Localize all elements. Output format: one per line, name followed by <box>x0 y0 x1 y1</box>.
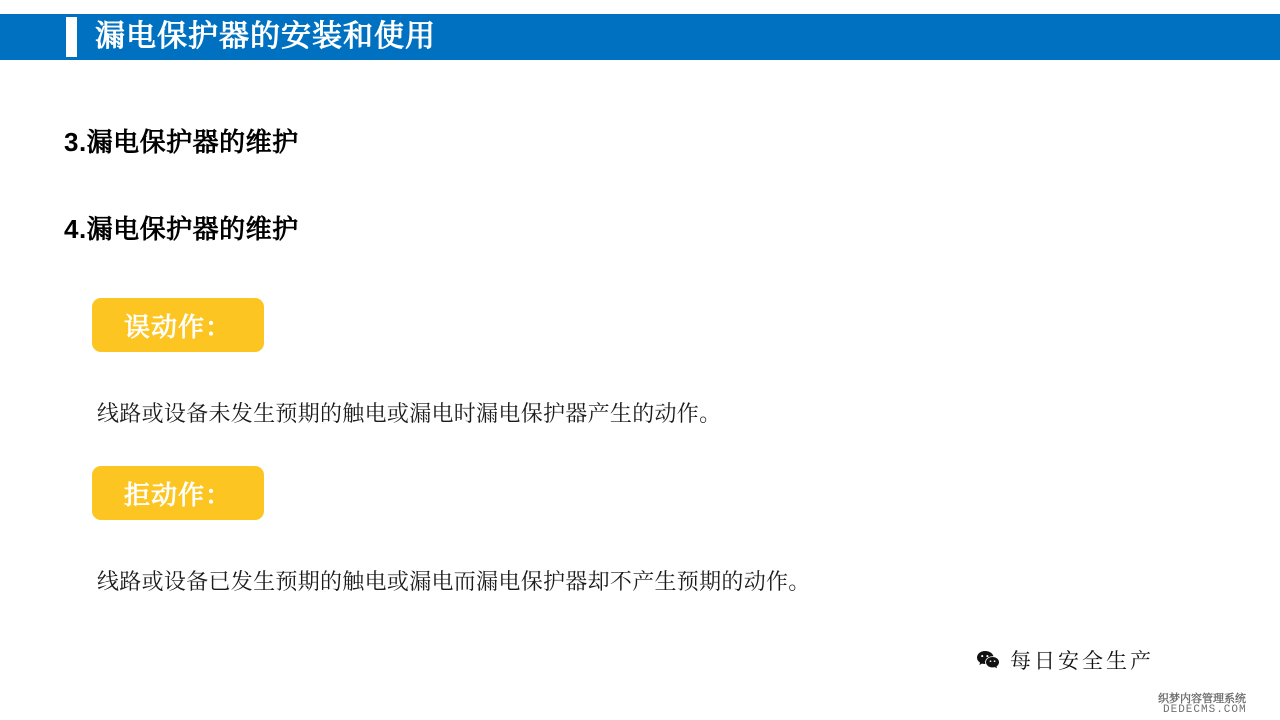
label-badge-refusal-text: 拒动作： <box>123 479 232 510</box>
watermark-english: DEDECMS.COM <box>1163 704 1247 716</box>
definition-text-refusal: 线路或设备已发生预期的触电或漏电而漏电保护器却不产生预期的动作。 <box>97 569 811 594</box>
page-title: 漏电保护器的安装和使用 <box>95 20 436 53</box>
wechat-credit <box>975 645 1154 675</box>
watermark-chinese: 织梦内容管理系统 <box>1158 693 1246 705</box>
wechat-icon <box>975 647 1001 673</box>
label-badge-misoperation-text: 误动作： <box>123 311 232 342</box>
label-badge-misoperation <box>92 298 264 352</box>
section-heading-4: 4.漏电保护器的维护 <box>64 214 299 244</box>
definition-text-misoperation: 线路或设备未发生预期的触电或漏电时漏电保护器产生的动作。 <box>97 401 722 426</box>
label-badge-refusal <box>92 466 264 520</box>
slide-body <box>0 60 1280 720</box>
wechat-account-name: 每日安全生产 <box>1010 650 1154 673</box>
header-accent-bar <box>66 17 77 57</box>
section-heading-3: 3.漏电保护器的维护 <box>64 127 299 157</box>
slide-header <box>0 14 1280 60</box>
